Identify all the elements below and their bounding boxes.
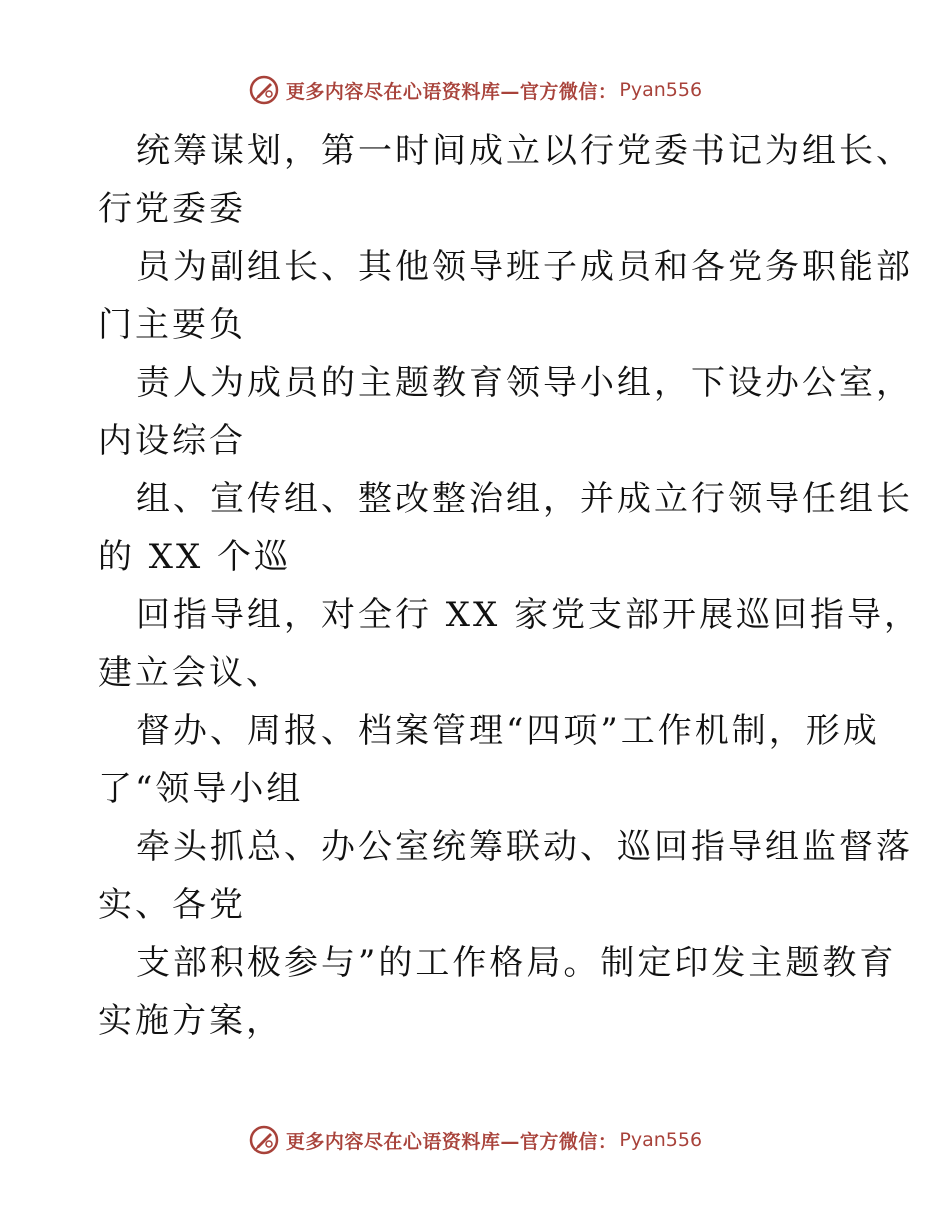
- quill-pen-seal-icon: [248, 74, 280, 106]
- quill-pen-seal-icon: [248, 1124, 280, 1156]
- watermark-text: 更多内容尽在心语资料库—官方微信：: [285, 1130, 618, 1153]
- watermark-wechat-id: Pyan556: [619, 1129, 703, 1151]
- text-line: 统筹谋划，第一时间成立以行党委书记为组长、: [136, 131, 913, 171]
- text-line: 实施方案，: [98, 1001, 283, 1041]
- text-line: 组、宣传组、整改整治组，并成立行领导任组长: [136, 479, 913, 519]
- watermark-text: 更多内容尽在心语资料库—官方微信：: [285, 80, 618, 103]
- text-line: 回指导组，对全行 XX 家党支部开展巡回指导，: [136, 595, 922, 635]
- text-line: 行党委委: [98, 189, 246, 229]
- text-line: 了“领导小组: [98, 769, 304, 809]
- text-line: 门主要负: [98, 305, 246, 345]
- text-line: 牵头抓总、办公室统筹联动、巡回指导组监督落: [136, 827, 913, 867]
- text-line: 内设综合: [98, 421, 246, 461]
- text-line: 实、各党: [98, 885, 246, 925]
- text-line: 建立会议、: [98, 653, 283, 693]
- footer-watermark: [0, 1120, 950, 1160]
- text-line: 支部积极参与”的工作格局。制定印发主题教育: [136, 943, 897, 983]
- text-line: 的 XX 个巡: [98, 537, 292, 577]
- watermark-wechat-id: Pyan556: [619, 79, 703, 101]
- text-line: 责人为成员的主题教育领导小组，下设办公室，: [136, 363, 913, 403]
- text-line: 督办、周报、档案管理“四项”工作机制，形成: [136, 711, 880, 751]
- document-body: [98, 122, 922, 1050]
- header-watermark: [0, 70, 950, 110]
- text-line: 员为副组长、其他领导班子成员和各党务职能部: [136, 247, 913, 287]
